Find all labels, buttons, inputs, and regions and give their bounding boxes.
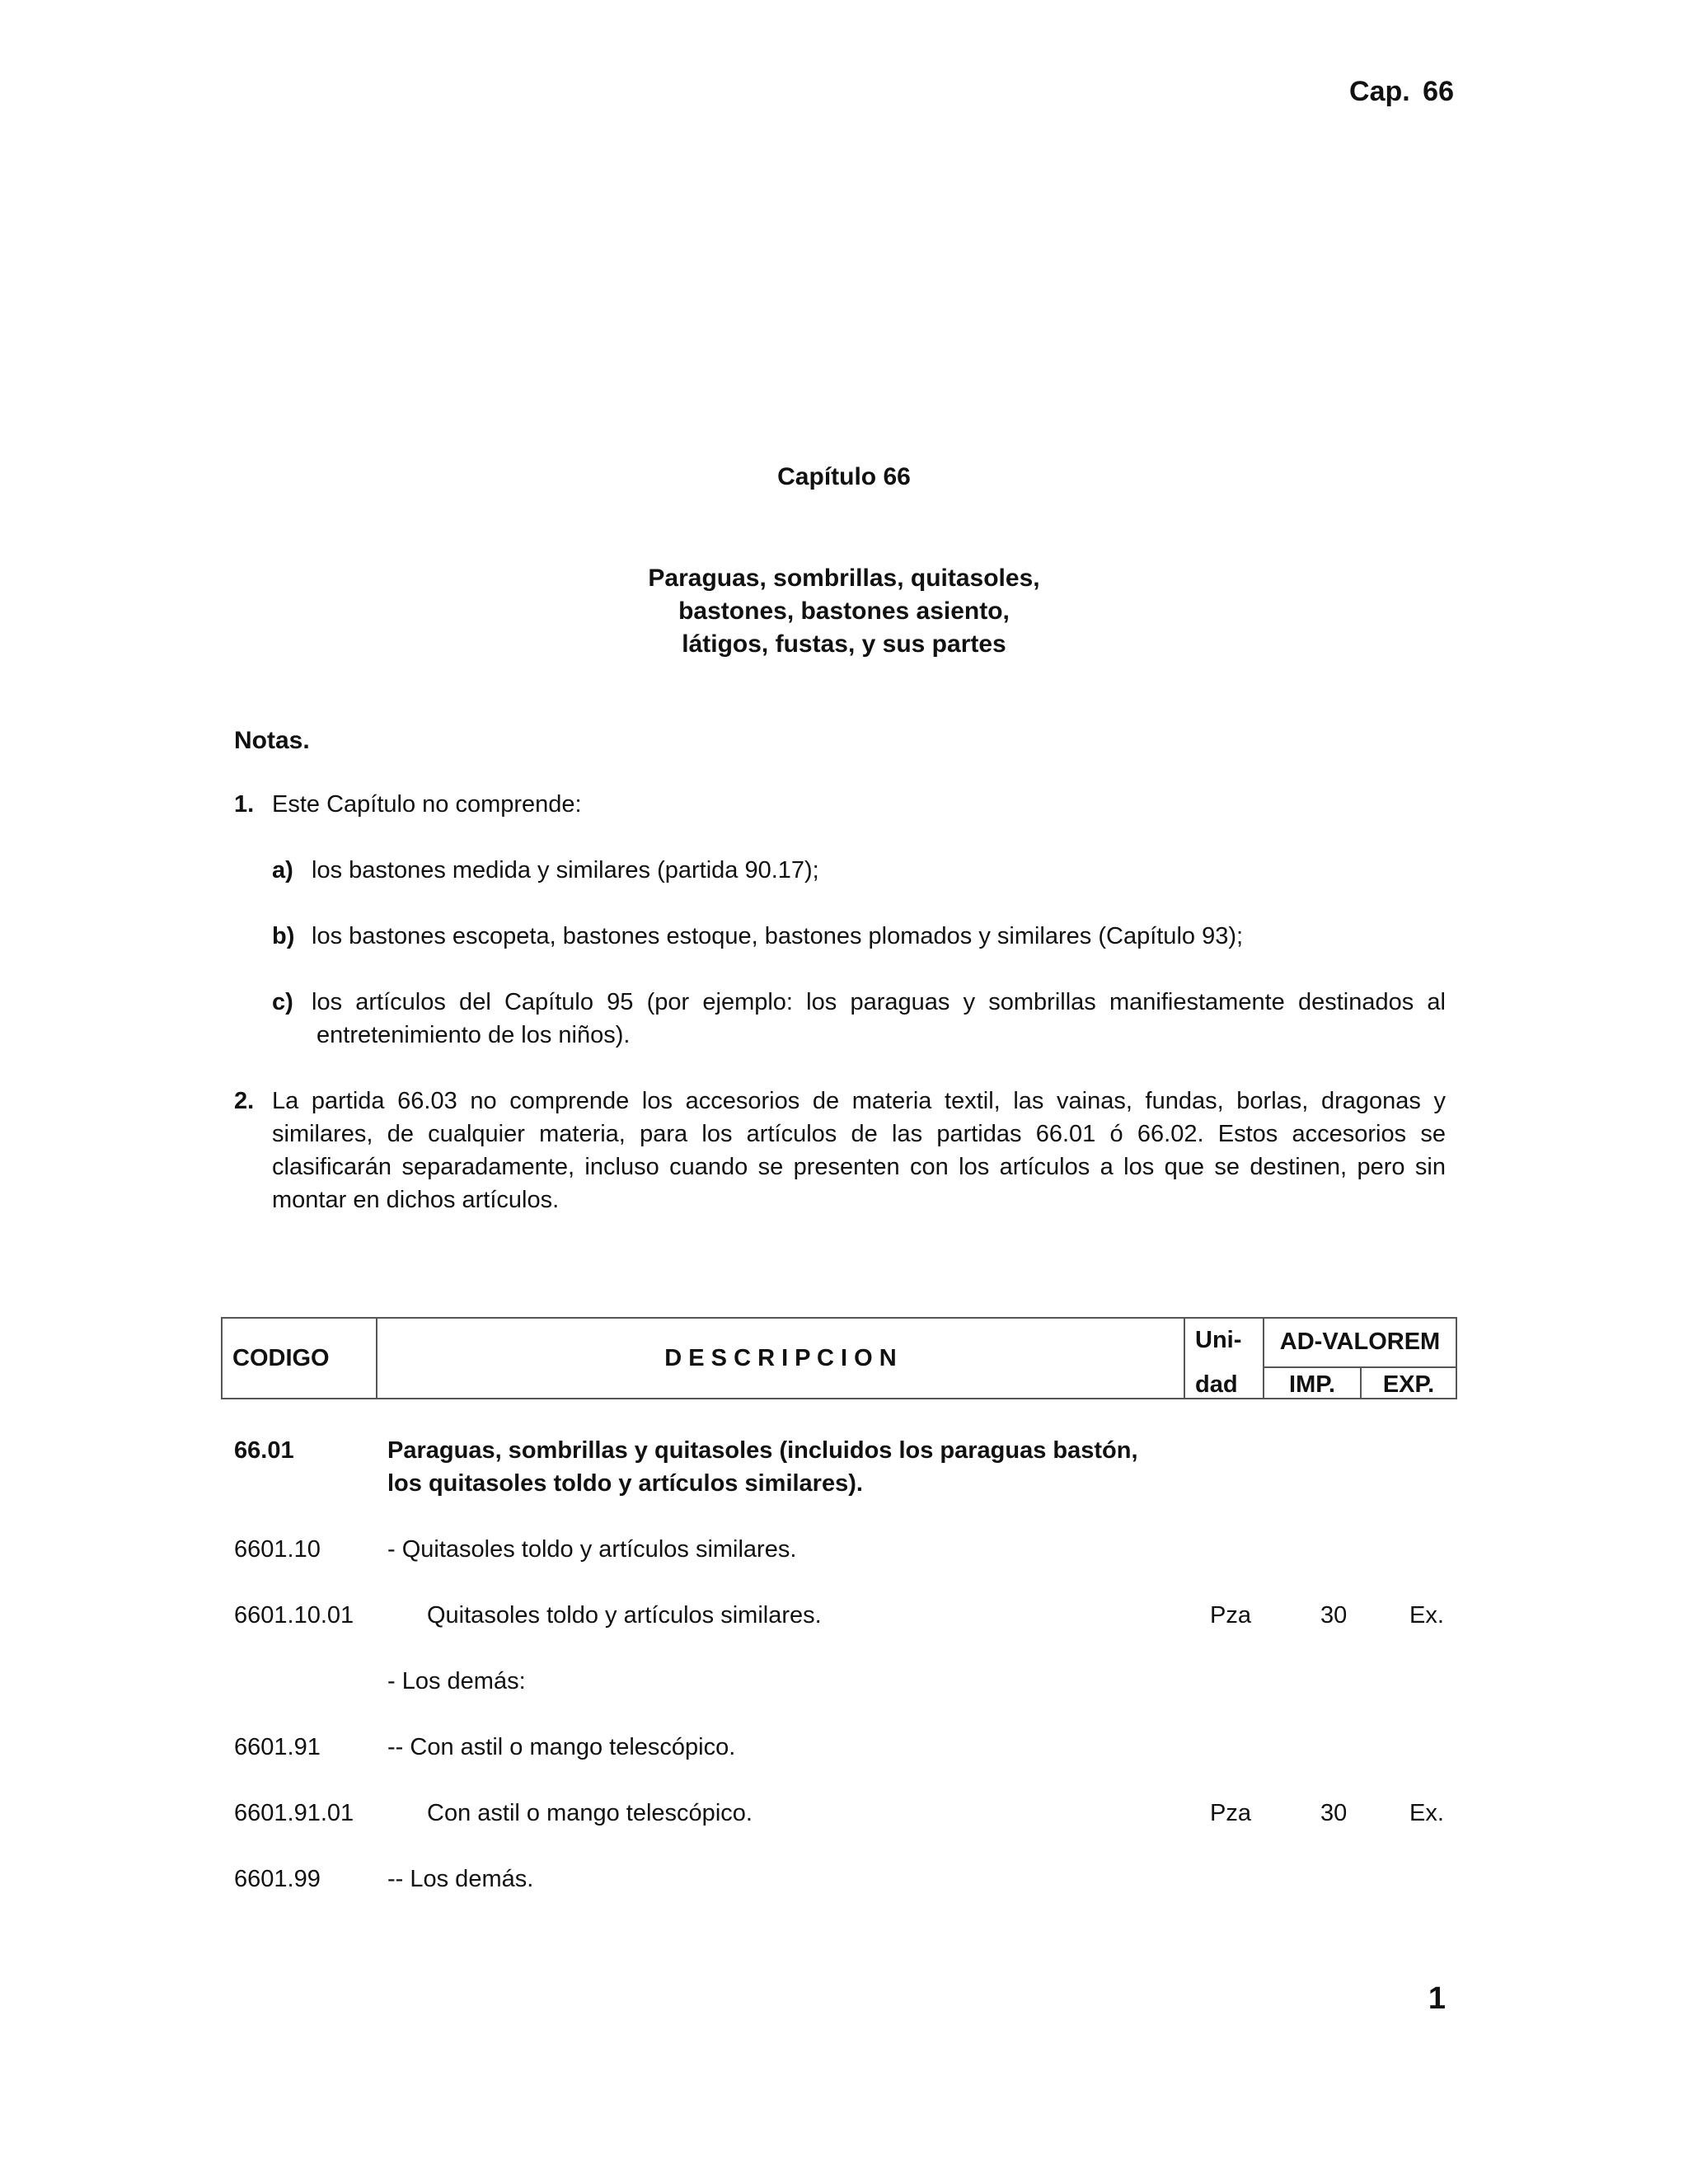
row-description <box>387 1434 1195 1500</box>
chapter-reference: Cap. 66 <box>1349 76 1454 107</box>
row-description: -- Los demás. <box>387 1866 534 1892</box>
row-description: Quitasoles toldo y artículos similares. <box>427 1602 822 1629</box>
note-item-text: los bastones medida y similares (partida 90.17); <box>312 857 819 883</box>
note-number: 2. <box>234 1088 255 1114</box>
note-item-text: los bastones escopeta, bastones estoque, bastones plomados y similares (Capítulo 93); <box>312 923 1244 949</box>
note-item-text: los artículos del Capítulo 95 (por ejemplo: los paraguas y sombrillas manifiestamente destinados al <box>312 989 1446 1015</box>
note-text: Este Capítulo no comprende: <box>272 791 582 818</box>
header-unidad-bottom: dad <box>1195 1371 1238 1398</box>
row-code: 6601.10 <box>234 1536 321 1563</box>
row-unit: Pza <box>1210 1800 1251 1826</box>
row-description-line: Paraguas, sombrillas y quitasoles (incluidos los paraguas bastón, <box>387 1437 1138 1464</box>
chapter-subtitle-line: bastones, bastones asiento, <box>678 598 1010 625</box>
header-unidad-top: Uni- <box>1195 1327 1242 1353</box>
note-item-letter: c) <box>272 989 293 1015</box>
chapter-subtitle-line: látigos, fustas, y sus partes <box>682 630 1006 658</box>
row-code: 6601.91 <box>234 1734 321 1760</box>
header-exp: EXP. <box>1382 1371 1435 1398</box>
header-imp: IMP. <box>1289 1371 1335 1398</box>
notes-heading: Notas. <box>234 727 310 754</box>
row-unit: Pza <box>1210 1602 1251 1629</box>
table-divider <box>1184 1319 1185 1398</box>
table-header <box>221 1317 1457 1399</box>
note-text: La partida 66.03 no comprende los accesorios de materia textil, las vainas, fundas, borlas, dragonas y similares, de cualquier materia, para los artículos de las partidas 66.01 ó 66.02. Estos accesorios se clasificarán separadamente, incluso cuando se presenten con los artículos a los que se destinen, pero sin montar en dichos artículos. <box>272 1088 1446 1213</box>
row-description: -- Con astil o mango telescópico. <box>387 1734 736 1760</box>
table-divider <box>1263 1366 1456 1368</box>
row-imp: 30 <box>1320 1800 1348 1826</box>
row-code: 6601.10.01 <box>234 1602 354 1629</box>
note-item-text-continued: entretenimiento de los niños). <box>316 1022 631 1048</box>
row-code: 6601.91.01 <box>234 1800 354 1826</box>
row-exp: Ex. <box>1409 1800 1444 1826</box>
row-code: 6601.99 <box>234 1866 321 1892</box>
note-number: 1. <box>234 791 255 818</box>
chapter-subtitle <box>0 562 1688 661</box>
row-imp: 30 <box>1320 1602 1348 1629</box>
chapter-subtitle-line: Paraguas, sombrillas, quitasoles, <box>648 565 1040 592</box>
chapter-title: Capítulo 66 <box>777 463 911 490</box>
header-descripcion: D E S C R I P C I O N <box>664 1345 897 1371</box>
row-description: Con astil o mango telescópico. <box>427 1800 753 1826</box>
row-exp: Ex. <box>1409 1602 1444 1629</box>
row-code: 66.01 <box>234 1437 294 1464</box>
note-item-letter: a) <box>272 857 293 883</box>
note-item-letter: b) <box>272 923 295 949</box>
row-description: - Quitasoles toldo y artículos similares. <box>387 1536 797 1563</box>
row-description: - Los demás: <box>387 1668 526 1694</box>
header-advalorem: AD-VALOREM <box>1279 1329 1441 1355</box>
row-description-line: los quitasoles toldo y artículos similares). <box>387 1470 863 1497</box>
page-number: 1 <box>1428 1981 1446 2016</box>
header-codigo: CODIGO <box>232 1345 330 1371</box>
